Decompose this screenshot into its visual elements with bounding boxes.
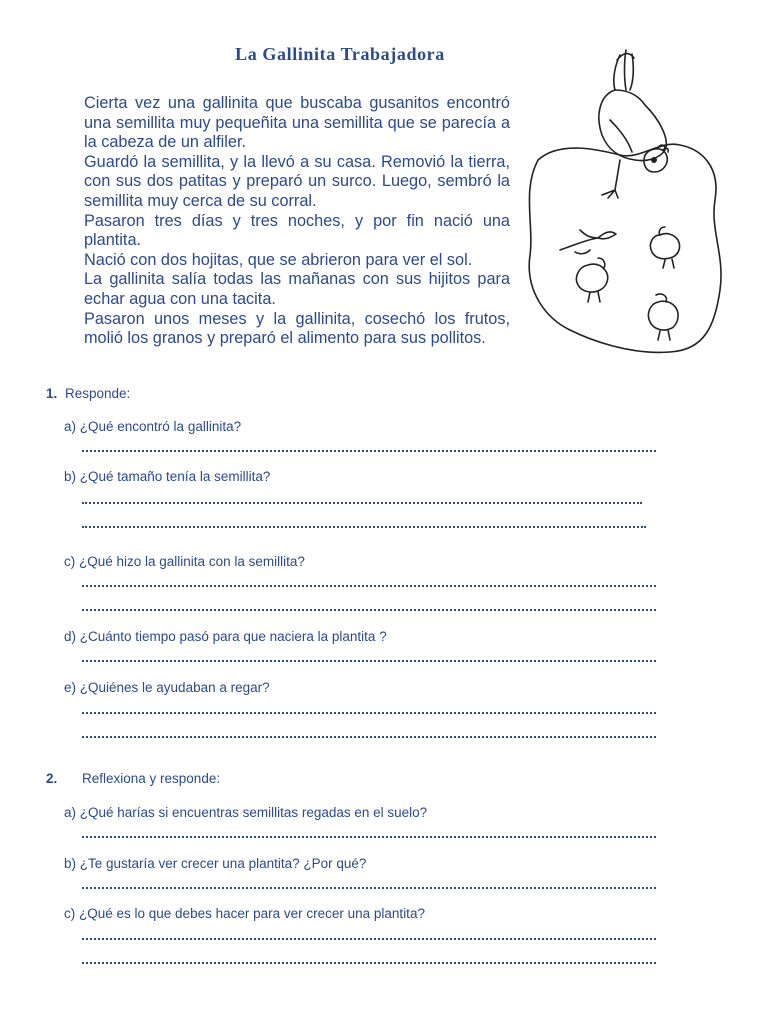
- question-2a: a) ¿Qué harías si encuentras semillitas regadas en el suelo?: [64, 805, 428, 820]
- chick-2-legs: [588, 292, 600, 302]
- hen-tail: [614, 50, 634, 90]
- question-1a: a) ¿Qué encontró la gallinita?: [64, 419, 242, 434]
- section-2-number: 2.: [46, 771, 58, 786]
- ground-outline: [529, 144, 721, 352]
- chick-1: [650, 227, 679, 259]
- plant-sprout: [560, 230, 616, 254]
- story-paragraph: Nació con dos hojitas, que se abrieron para ver el sol.: [84, 250, 473, 269]
- worksheet-title: La Gallinita Trabajadora: [235, 44, 445, 64]
- chick-3-legs: [658, 330, 670, 340]
- chick-2: [576, 258, 607, 292]
- answer-line[interactable]: [82, 834, 656, 838]
- answer-line[interactable]: [82, 583, 656, 587]
- answer-line[interactable]: [82, 448, 656, 452]
- chick-1-legs: [663, 259, 674, 268]
- answer-line[interactable]: [82, 936, 656, 940]
- hen-eye: [652, 158, 656, 162]
- answer-line[interactable]: [82, 524, 646, 528]
- question-1d: d) ¿Cuánto tiempo pasó para que naciera la plantita ?: [64, 629, 387, 644]
- hen-wing: [610, 120, 632, 152]
- story-paragraph: La gallinita salía todas las mañanas con sus hijitos para echar agua con una tacita.: [84, 270, 510, 308]
- story-text: [84, 94, 510, 349]
- story-paragraph: Guardó la semillita, y la llevó a su casa. Removió la tierra, con sus dos patitas y preparó un surco. Luego, sembró la semillita muy cerca de su corral.: [84, 152, 510, 210]
- answer-line[interactable]: [82, 607, 656, 611]
- answer-line[interactable]: [82, 710, 656, 714]
- hen-leg: [602, 160, 620, 198]
- hen-body: [599, 90, 666, 161]
- question-2c: c) ¿Qué es lo que debes hacer para ver crecer una plantita?: [64, 906, 425, 921]
- answer-line[interactable]: [82, 500, 642, 504]
- section-1-number: 1.: [46, 386, 58, 401]
- story-paragraph: Cierta vez una gallinita que buscaba gusanitos encontró una semillita muy pequeñita una semillita que se parecía a la cabeza de un alfiler.: [84, 94, 510, 152]
- question-1b: b) ¿Qué tamaño tenía la semillita?: [64, 469, 271, 484]
- story-paragraph: Pasaron unos meses y la gallinita, cosechó los frutos, molió los granos y preparó el alimento para sus pollitos.: [84, 309, 510, 348]
- chick-3: [648, 294, 678, 330]
- section-1-title: Responde:: [65, 386, 131, 401]
- answer-line[interactable]: [82, 658, 656, 662]
- hen-and-chicks-illustration: [520, 40, 740, 370]
- question-2b: b) ¿Te gustaría ver crecer una plantita? ¿Por qué?: [64, 856, 367, 871]
- answer-line[interactable]: [82, 734, 656, 738]
- answer-line[interactable]: [82, 960, 656, 964]
- answer-line[interactable]: [82, 885, 656, 889]
- question-1e: e) ¿Quiénes le ayudaban a regar?: [64, 680, 270, 695]
- section-2-title: Reflexiona y responde:: [82, 771, 221, 786]
- story-paragraph: Pasaron tres días y tres noches, y por fin nació una plantita.: [84, 211, 510, 250]
- question-1c: c) ¿Qué hizo la gallinita con la semillita?: [64, 554, 305, 569]
